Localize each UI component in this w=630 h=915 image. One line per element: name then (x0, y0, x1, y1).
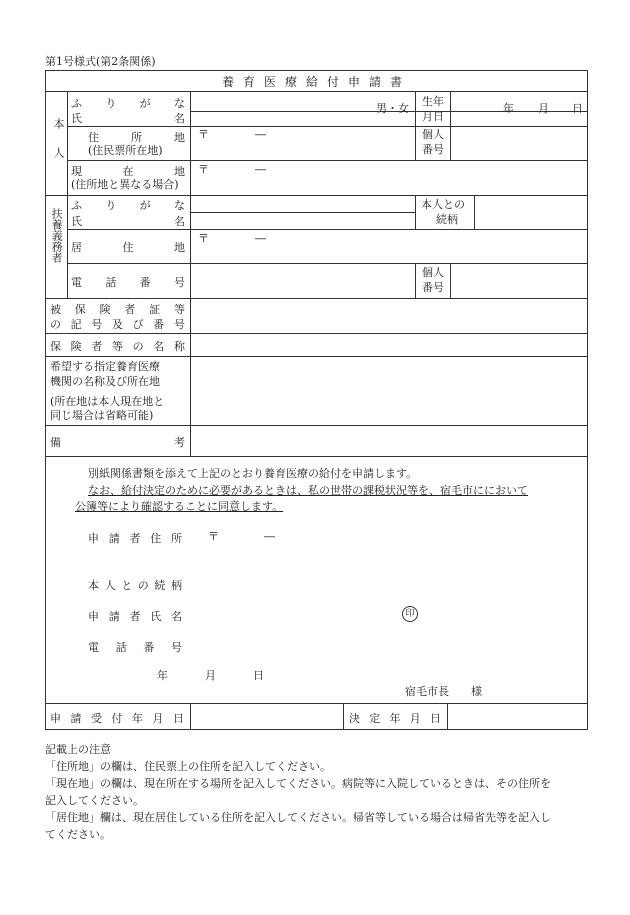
sex-options: 男・女 (376, 102, 409, 115)
applicant-postal-dash: ― (264, 530, 275, 543)
address-postal-dash: ― (255, 128, 266, 141)
birth-label-1: 生年 (422, 95, 444, 108)
rule-self-name (67, 126, 588, 127)
applicant-date-month: 月 (205, 669, 216, 682)
insurer-label: 保 険 者 等 の 名 称 (50, 340, 185, 353)
insured-label-1: 被 保 険 者 証 等 (50, 303, 185, 316)
hospital-label-1: 希望する指定養育医療 (50, 360, 160, 373)
rule-address (67, 160, 588, 161)
note-3: 「居住地」欄は、現在居住している住所を記入してください。帰省等している場合は帰省先等を記入し (45, 811, 551, 824)
section-guardian-label: 扶養義務者 (50, 208, 64, 263)
note-3-cont: てください。 (45, 828, 111, 841)
address-note: (住民票所在地) (88, 144, 163, 157)
decision-date-label: 決 定 年 月 日 (349, 712, 441, 725)
guardian-indiv-label-1: 個人 (422, 266, 444, 279)
birth-year: 年 (503, 102, 514, 115)
received-date-label: 申 請 受 付 年 月 日 (50, 712, 184, 725)
hospital-label-3: (所在地は本人現在地と (50, 395, 165, 408)
relation-label-1: 本人との (421, 198, 465, 211)
rule-guardian-furigana (190, 212, 415, 213)
rule-hospital (45, 425, 588, 426)
hospital-label-2: 機関の名称及び所在地 (50, 375, 160, 388)
rule-remarks (45, 456, 588, 457)
col-relation-1 (415, 195, 416, 229)
note-2-cont: 記入してください。 (45, 794, 144, 807)
seal-mark: 印 (402, 606, 418, 622)
guardian-furigana-label: ふ り が な (71, 199, 185, 212)
col-right-2 (450, 91, 451, 160)
current-postal-mark: 〒 (198, 163, 209, 176)
notes-heading: 記載上の注意 (45, 743, 111, 756)
col-right-1 (415, 91, 416, 160)
applicant-relation-label: 本 人 と の 続 柄 (88, 579, 182, 592)
rule-residence (67, 263, 588, 264)
rule-guardian-end (45, 298, 588, 299)
rule-self-end (45, 195, 588, 196)
section-self-label: 本人 (52, 118, 65, 176)
guardian-indiv-label-2: 番号 (422, 281, 444, 294)
applicant-address-label: 申 請 者 住 所 (88, 532, 182, 545)
note-2: 「現在地」の欄は、現在所在する場所を記入してください。病院等に入院しているときは、その住所を (45, 777, 551, 790)
rule-insured (45, 333, 588, 334)
insured-label-2: の 記 号 及 び 番 号 (50, 318, 185, 331)
rule-insurer (45, 356, 588, 357)
birth-label-2: 月日 (422, 110, 444, 123)
notes (45, 741, 593, 843)
current-postal-dash: ― (255, 163, 266, 176)
applicant-date-day: 日 (253, 669, 264, 682)
rule-guardian-name (67, 229, 588, 230)
birth-day: 日 (572, 102, 583, 115)
self-indiv-label-2: 番号 (422, 143, 444, 156)
form-title: 養育医療給付申請書 (221, 75, 411, 89)
col-footer-1 (190, 703, 191, 730)
phone-label: 電 話 番 号 (71, 276, 185, 289)
self-name-label: 氏 名 (71, 112, 185, 125)
remarks-label: 備 考 (50, 436, 185, 449)
col-relation-2 (474, 195, 475, 229)
rule-title (45, 91, 588, 92)
rule-footer (45, 703, 588, 704)
birth-month: 月 (538, 102, 549, 115)
declaration-line-2: なお、給付決定のために必要があるときは、私の世帯の課税状況等を、宿毛市ににおいて (88, 484, 528, 497)
self-indiv-label-1: 個人 (422, 128, 444, 141)
relation-label-2: 続柄 (436, 213, 458, 226)
col-footer-2 (343, 703, 344, 730)
self-furigana-label: ふ り が な (71, 97, 185, 110)
current-label: 現 在 地 (71, 165, 185, 178)
declaration-line-3: 公簿等により確認することに同意します。 (75, 500, 284, 513)
col-labels (190, 91, 191, 456)
applicant-phone-label: 電 話 番 号 (88, 641, 182, 654)
addressee: 宿毛市長 様 (405, 685, 482, 698)
form-number: 第1号様式(第2条関係) (45, 55, 156, 68)
declaration-line-1: 別紙関係書類を添えて上記のとおり養育医療の給付を申請します。 (88, 467, 418, 480)
col-indiv-2 (450, 263, 451, 298)
applicant-postal-mark: 〒 (208, 530, 219, 543)
col-indiv-1 (415, 263, 416, 298)
residence-label: 居 住 地 (71, 241, 185, 254)
residence-postal-dash: ― (255, 232, 266, 245)
current-note: (住所地と異なる場合) (71, 178, 179, 191)
col-section (67, 91, 68, 298)
col-footer-3 (447, 703, 448, 730)
address-postal-mark: 〒 (198, 128, 209, 141)
guardian-name-label: 氏 名 (71, 215, 185, 228)
hospital-label-4: 同じ場合は省略可能) (50, 409, 154, 422)
note-1: 「住所地」の欄は、住民票上の住所を記入してください。 (45, 760, 331, 773)
applicant-name-label: 申 請 者 氏 名 (88, 610, 182, 623)
address-label: 住 所 地 (88, 131, 185, 144)
residence-postal-mark: 〒 (198, 232, 209, 245)
applicant-date-year: 年 (157, 669, 168, 682)
